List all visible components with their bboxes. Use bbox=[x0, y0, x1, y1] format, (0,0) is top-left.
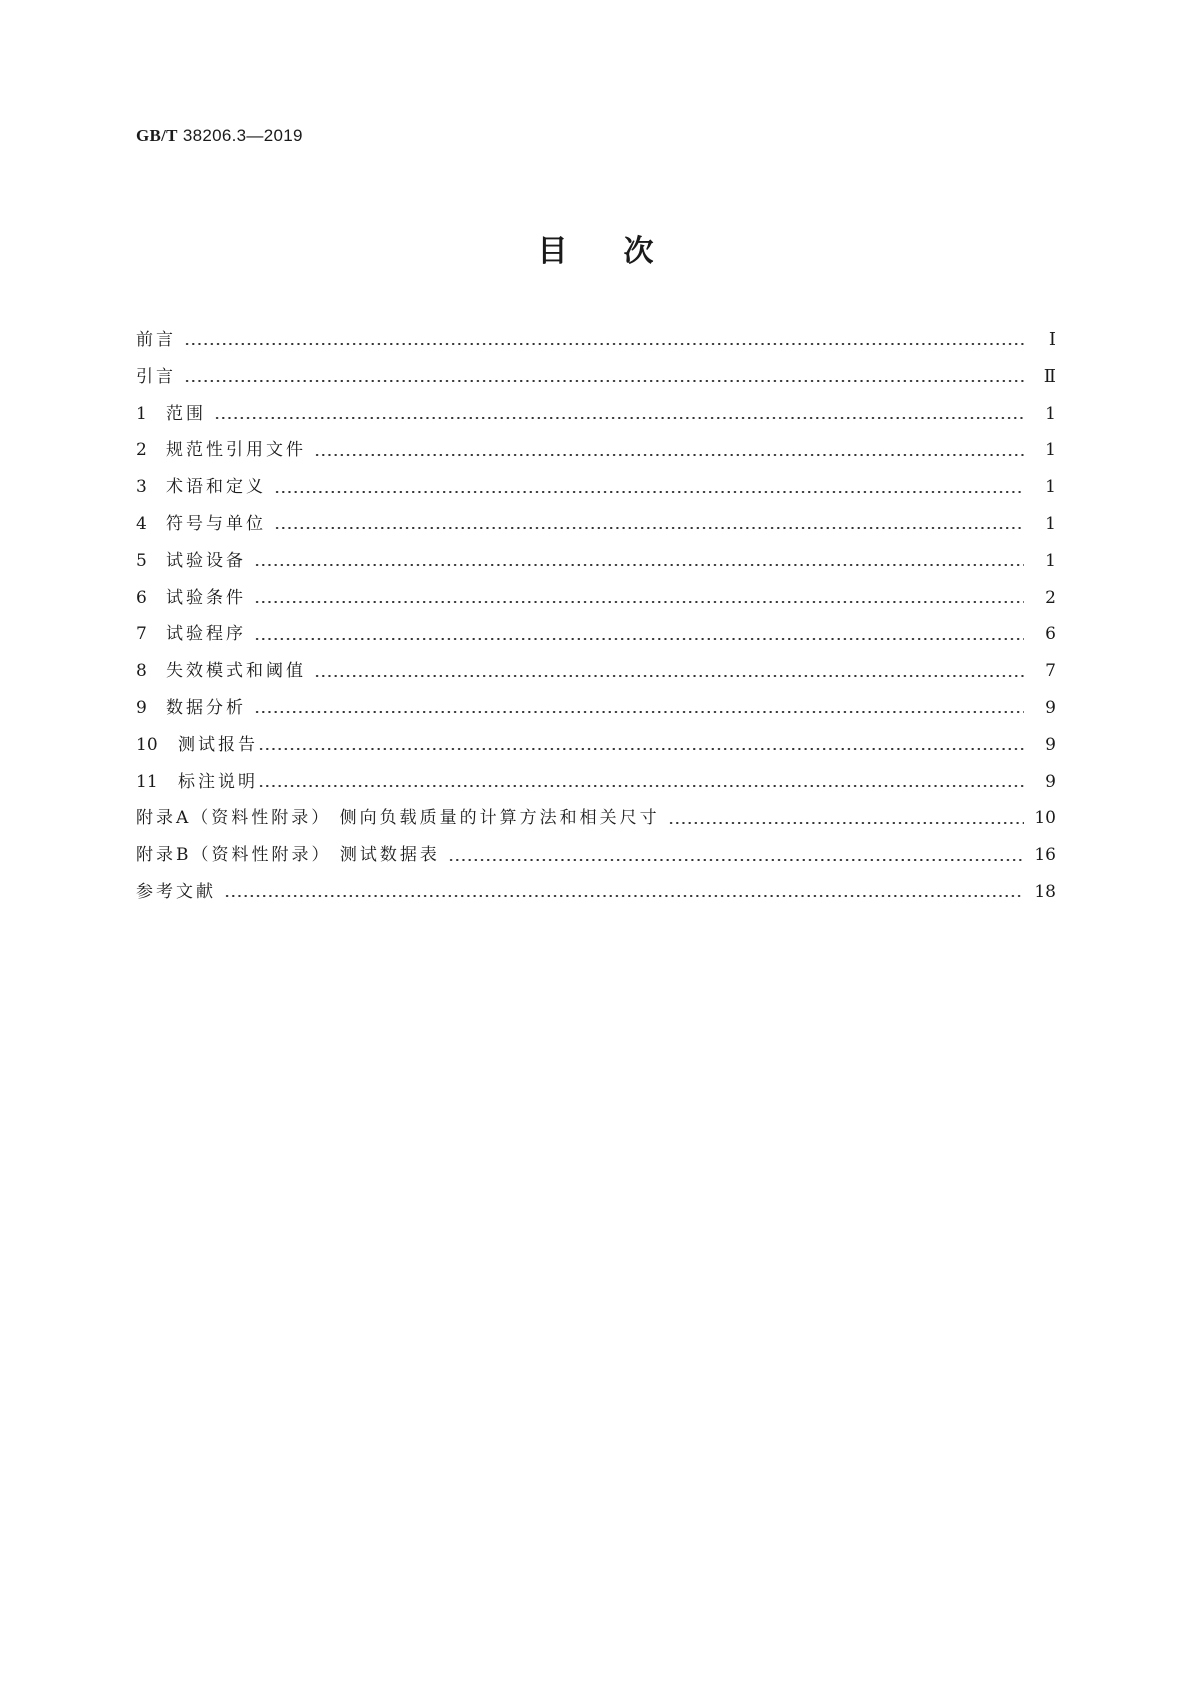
toc-entry-8[interactable] bbox=[136, 653, 1056, 690]
toc-entry-label: 11 标注说明 bbox=[136, 764, 266, 801]
toc-leader-dots bbox=[258, 748, 1024, 750]
toc-page-number: Ⅱ bbox=[1043, 365, 1056, 387]
toc-leader-dots bbox=[184, 380, 1024, 382]
toc-entry-label: 附录B（资料性附录） 测试数据表 bbox=[136, 845, 440, 866]
toc-entry-number: 1 bbox=[136, 403, 147, 424]
toc-entry-number: 11 bbox=[136, 771, 158, 792]
toc-entry-label: 10 测试报告 bbox=[136, 727, 266, 764]
toc-leader-dots bbox=[668, 822, 1024, 824]
toc-entry-label: 4 符号与单位 bbox=[136, 506, 274, 543]
page-title: 目次 bbox=[537, 234, 710, 269]
toc-entry-number: 5 bbox=[136, 550, 147, 571]
toc-entry-label: 1 范围 bbox=[136, 396, 214, 433]
toc-entry-appendix-b[interactable] bbox=[136, 837, 1056, 874]
toc-entry-appendix-a[interactable] bbox=[136, 800, 1056, 837]
toc-leader-dots bbox=[184, 343, 1024, 345]
toc-entry-label: 8 失效模式和阈值 bbox=[136, 653, 314, 690]
toc-page-number: 9 bbox=[1045, 734, 1056, 755]
toc-entry-label: 前言 bbox=[136, 330, 176, 350]
toc-entry-label: 附录A（资料性附录） 侧向负载质量的计算方法和相关尺寸 bbox=[136, 808, 660, 829]
toc-page-number: Ⅰ bbox=[1048, 329, 1056, 350]
toc-leader-dots bbox=[274, 527, 1024, 529]
standard-prefix: GB/T bbox=[136, 126, 178, 145]
toc-page-number: 1 bbox=[1045, 440, 1056, 461]
toc-entry-label: 5 试验设备 bbox=[136, 543, 254, 580]
toc-entry-4[interactable] bbox=[136, 506, 1056, 543]
toc-entry-introduction[interactable] bbox=[136, 359, 1056, 396]
toc-entry-bibliography[interactable] bbox=[136, 874, 1056, 911]
toc-entry-label: 参考文献 bbox=[136, 881, 216, 902]
toc-entry-number: 7 bbox=[136, 624, 147, 645]
toc-page-number: 9 bbox=[1045, 771, 1056, 792]
toc-page-number: 10 bbox=[1034, 808, 1056, 829]
toc-leader-dots bbox=[258, 785, 1024, 787]
toc-entry-number: 3 bbox=[136, 477, 147, 498]
toc-entry-11[interactable] bbox=[136, 764, 1056, 801]
toc-entry-preface[interactable] bbox=[136, 322, 1056, 359]
toc-leader-dots bbox=[214, 417, 1024, 419]
toc-entry-label: 2 规范性引用文件 bbox=[136, 432, 314, 469]
toc-entry-label: 9 数据分析 bbox=[136, 690, 254, 727]
toc-leader-dots bbox=[254, 711, 1024, 713]
toc-entry-1[interactable] bbox=[136, 396, 1056, 433]
toc-entry-3[interactable] bbox=[136, 469, 1056, 506]
toc-entry-label: 7 试验程序 bbox=[136, 616, 254, 653]
table-of-contents bbox=[136, 322, 1056, 911]
toc-entry-2[interactable] bbox=[136, 432, 1056, 469]
standard-number: 38206.3—2019 bbox=[182, 126, 303, 145]
toc-entry-label: 3 术语和定义 bbox=[136, 469, 274, 506]
toc-page-number: 1 bbox=[1045, 513, 1056, 534]
toc-entry-label: 引言 bbox=[136, 366, 176, 387]
toc-entry-number: 10 bbox=[136, 734, 158, 755]
toc-entry-10[interactable] bbox=[136, 727, 1056, 764]
toc-page-number: 1 bbox=[1045, 403, 1056, 424]
toc-page-number: 2 bbox=[1045, 587, 1056, 608]
toc-entry-number: 6 bbox=[136, 587, 147, 608]
toc-leader-dots bbox=[314, 454, 1024, 456]
toc-page-number: 7 bbox=[1045, 661, 1056, 682]
toc-entry-6[interactable] bbox=[136, 580, 1056, 617]
standard-code bbox=[136, 126, 303, 146]
toc-entry-5[interactable] bbox=[136, 543, 1056, 580]
toc-entry-label: 6 试验条件 bbox=[136, 580, 254, 617]
toc-page-number: 1 bbox=[1045, 550, 1056, 571]
toc-page-number: 6 bbox=[1045, 624, 1056, 645]
toc-page-number: 9 bbox=[1045, 697, 1056, 718]
toc-entry-number: 9 bbox=[136, 697, 147, 718]
toc-leader-dots bbox=[274, 491, 1024, 493]
toc-page-number: 1 bbox=[1045, 477, 1056, 498]
toc-entry-9[interactable] bbox=[136, 690, 1056, 727]
toc-entry-number: 2 bbox=[136, 440, 147, 461]
toc-leader-dots bbox=[254, 601, 1024, 603]
toc-leader-dots bbox=[254, 638, 1024, 640]
toc-entry-number: 8 bbox=[136, 661, 147, 682]
toc-entry-number: 4 bbox=[136, 513, 147, 534]
toc-leader-dots bbox=[314, 675, 1024, 677]
toc-leader-dots bbox=[448, 859, 1024, 861]
toc-page-number: 16 bbox=[1034, 845, 1056, 866]
toc-page-number: 18 bbox=[1034, 881, 1056, 902]
toc-entry-7[interactable] bbox=[136, 616, 1056, 653]
toc-leader-dots bbox=[224, 895, 1024, 897]
toc-leader-dots bbox=[254, 564, 1024, 566]
